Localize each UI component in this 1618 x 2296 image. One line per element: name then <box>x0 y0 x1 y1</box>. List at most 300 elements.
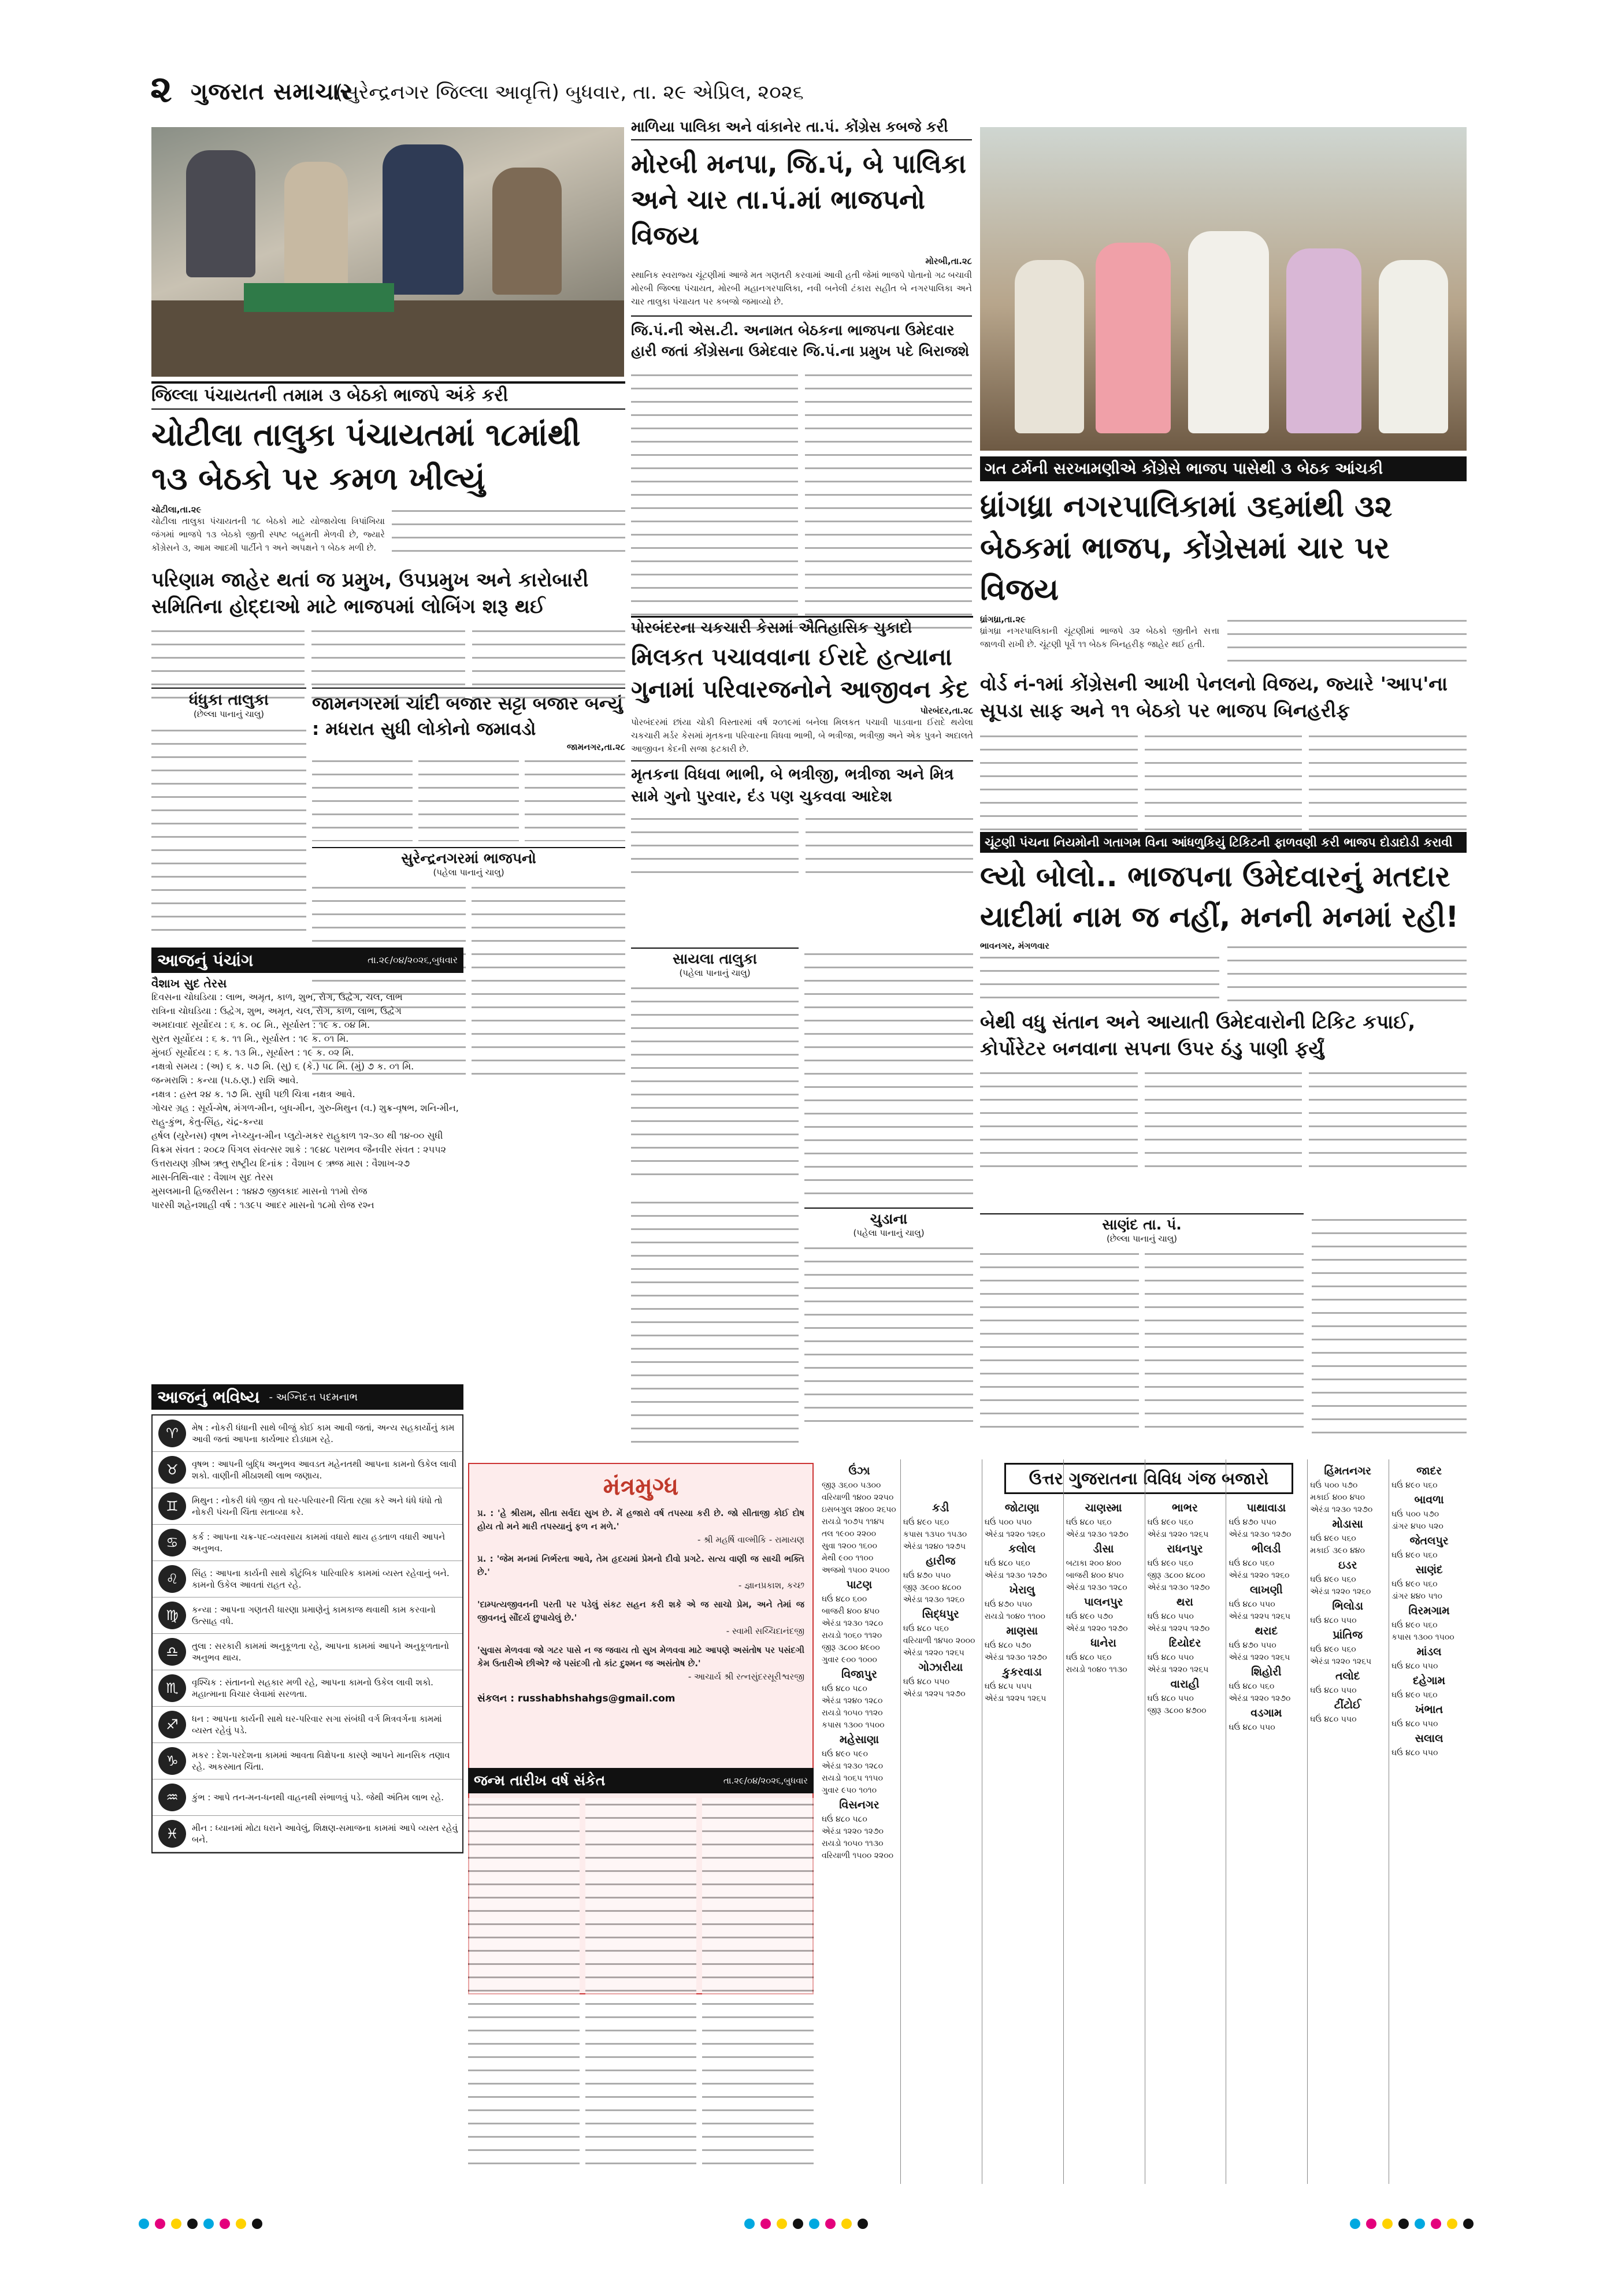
panchang-title: આજનું પંચાંગ <box>157 950 254 970</box>
market-price-row: ઘઉં ૪૯૦ ૫૬૦ <box>1391 1691 1438 1700</box>
market-price-row: ઘઉં ૪૮૦ ૫૭૦ <box>984 1641 1031 1650</box>
story-sayla <box>631 948 799 1190</box>
edition-date: (સુરેન્દ્રનગર જિલ્લા આવૃત્તિ) બુધવાર, તા. ૨૯ એપ્રિલ, ૨૦૨૬ <box>335 81 804 104</box>
market-name: પ્રાંતિજ <box>1333 1629 1363 1641</box>
registration-dot <box>187 2219 198 2229</box>
market-name: ધાનેરા <box>1090 1637 1116 1649</box>
market-price-row: એરંડા ૧૨૩૦ ૧૨૭૦ <box>1229 1530 1292 1539</box>
market-price-row: કપાસ ૧૩૦૦ ૧૫૦૦ <box>1391 1633 1454 1642</box>
market-price-row: એરંડા ૧૨૩૦ ૧૨૭૦ <box>984 1653 1047 1662</box>
market-price-row: એરંડા ૧૨૨૦ ૧૨૬૦ <box>984 1530 1045 1539</box>
zodiac-sign-icon: ♎ <box>158 1638 186 1666</box>
zodiac-row <box>153 1816 462 1852</box>
market-price-row: ઘઉં ૪૮૦ ૫૫૦ <box>1229 1723 1275 1732</box>
zodiac-row <box>153 1707 462 1743</box>
text-column <box>151 724 306 932</box>
birthday-date: તા.૨૯/૦૪/૨૦૨૬,બુધવાર <box>723 1775 808 1786</box>
market-price-row: ઘઉં ૪૯૦ ૫૬૦ <box>1391 1621 1438 1630</box>
market-price-row: ઘઉં ૪૮૦ ૫૫૦ <box>1147 1653 1194 1662</box>
story-headline: ધ્રાંગધ્રા નગરપાલિકામાં ૩૬માંથી ૩૨ બેઠકમાં ભાજપ, કોંગ્રેસમાં ચાર પર વિજય <box>980 489 1393 608</box>
market-column <box>1226 1459 1304 2184</box>
story-dateline: ચોટીલા,તા.૨૯ <box>151 504 202 515</box>
print-registration-dots <box>139 2219 1479 2236</box>
market-price-row: રાયડો ૧૦૫૦ ૧૧૩૦ <box>822 1839 884 1848</box>
market-price-row: ઘઉં ૪૭૦ ૫૫૦ <box>984 1600 1033 1609</box>
registration-dot <box>1350 2219 1360 2229</box>
market-name: ખંભાત <box>1415 1703 1443 1716</box>
panchang-line: માસ-તિથિ-વાર : વૈશાખ સુદ તેરસ <box>151 1172 273 1183</box>
zodiac-sign-icon: ♌ <box>158 1565 186 1593</box>
zodiac-text: તુલા : સરકારી કામમાં અનુકૂળતા રહે, આપના કામમાં આપને અનુકૂળતાનો અનુભવ થાય. <box>192 1641 449 1663</box>
market-name: સિદ્ધપુર <box>922 1608 959 1621</box>
story-kicker: જિલ્લા પંચાયતની તમામ ૩ બેઠકો ભાજપે અંકે કરી <box>151 381 625 410</box>
market-price-row: ઘઉં ૪૯૦ ૫૬૦ <box>1147 1518 1193 1527</box>
panchang-line: મુસલમાની હિજરીસન : ૧૪૪૭ જીલકાદ માસનો ૧૧મો રોજ <box>151 1186 368 1197</box>
market-price-row: વરિયાળી ૧૫૦૦ ૨૨૦૦ <box>822 1851 894 1860</box>
zodiac-text: મેષ : નોકરી ધંધાની સાથે બીજું કોઈ કામ આવી જતાં, અન્ય સહકાર્યોનું કામ આવી જતાં આપના કાર્યભાર દોડધામ રહે. <box>192 1422 455 1444</box>
registration-dot <box>252 2219 262 2229</box>
market-price-row: ઘઉં ૪૮૦ ૫૫૦ <box>1229 1600 1275 1609</box>
market-price-row: બટાકા ૨૦૦ ૪૦૦ <box>1066 1559 1122 1568</box>
story-subhead: બેથી વધુ સંતાન અને આયાતી ઉમેદવારોની ટિકિટ કપાઈ, કોર્પોરેટર બનવાના સપના ઉપર ઠંડુ પાણી ફર્યું <box>980 1010 1416 1060</box>
horoscope-box <box>151 1384 463 2182</box>
market-price-row: એરંડા ૧૨૩૦ ૧૨૮૦ <box>1066 1583 1127 1592</box>
registration-dot <box>1447 2219 1457 2229</box>
market-price-row: વરિયાળી ૧૪૫૦ ૨૦૦૦ <box>903 1636 975 1645</box>
panchang-lines <box>151 976 463 1381</box>
markets-title: ઉત્તર ગુજરાતના વિવિધ ગંજ બજારો <box>1004 1463 1293 1494</box>
registration-dot <box>203 2219 214 2229</box>
market-price-row: ઘઉં ૪૮૦ ૫૮૦ <box>822 1815 867 1824</box>
text-column <box>804 1242 973 1426</box>
market-price-row: ઘઉં ૪૮૦ ૫૬૦ <box>1229 1559 1275 1568</box>
registration-dot <box>1382 2219 1393 2229</box>
text-column <box>1145 730 1302 845</box>
mantra-quote: પ્ર. : 'જેમ મનમાં નિર્ભરતા આવે, તેમ હૃદયમાં પ્રેમનો દીવો પ્રગટે. સત્ય વાણી જ સાચી ભક્તિ છે.' <box>477 1554 804 1577</box>
market-price-row: એરંડા ૧૨૩૦ ૧૨૭૦ <box>984 1571 1047 1580</box>
zodiac-sign-icon: ♍ <box>158 1602 186 1629</box>
market-name: થરાદ <box>1255 1625 1278 1637</box>
market-name: કુકરવાડા <box>1002 1666 1042 1678</box>
text-column <box>1227 941 1467 1004</box>
market-column <box>1063 1459 1141 2184</box>
market-name: જોટાણા <box>1004 1502 1040 1514</box>
market-price-row: ઘઉં ૪૯૦ ૫૬૦ <box>1310 1534 1356 1543</box>
market-name: ટીંટોઈ <box>1334 1699 1361 1711</box>
birthday-box <box>468 1768 814 2184</box>
story-headline: ચુડાના <box>804 1208 973 1228</box>
zodiac-sign-icon: ♈ <box>158 1420 186 1447</box>
market-price-row: વરિયાળી ૧૪૦૦ ૨૨૫૦ <box>822 1493 894 1502</box>
registration-dot <box>155 2219 165 2229</box>
market-price-row: એરંડા ૧૨૩૦ ૧૨૬૦ <box>903 1595 965 1604</box>
market-price-row: એરંડા ૧૨૩૦ ૧૨૮૦ <box>822 1619 884 1628</box>
text-column <box>1227 614 1467 666</box>
market-price-row: એરંડા ૧૨૩૦ ૧૨૭૦ <box>1310 1505 1373 1514</box>
market-price-row: ઘઉં ૪૮૦ ૫૬૦ <box>984 1559 1030 1568</box>
market-price-row: ઘઉં ૪૮૦ ૫૬૦ <box>1229 1682 1275 1691</box>
market-price-row: ઘઉં ૫૦૦ ૫૭૦ <box>1391 1510 1439 1519</box>
market-price-row: ઘઉં ૪૮૦ ૬૦૦ <box>822 1595 867 1604</box>
text-column <box>631 1196 799 1450</box>
text-column <box>980 1247 1139 1432</box>
registration-dot <box>777 2219 787 2229</box>
panchang-line: જન્મરાશિ : કન્યા (પ.ઠ.ણ.) રાશિ આવે. <box>151 1075 299 1086</box>
zodiac-text: મિથુન : નોકરી ધંધે જીવ તો ઘર-પરિવારની ચિંતા રહ્યા કરે અને ધંધે ધંધો તો નોકરી પંચની ચિંતા સતાવ્યા કરે. <box>192 1495 443 1517</box>
story-dateline: મોરબી,તા.૨૮ <box>925 255 972 266</box>
market-price-row: રાયડો ૧૦૭૫ ૧૧૪૫ <box>822 1517 885 1526</box>
market-price-row: એરંડા ૧૨૨૦ ૧૨૬૫ <box>903 1648 964 1658</box>
market-price-row: જીરૂ ૩૮૦૦ ૪૯૦૦ <box>822 1643 880 1652</box>
registration-dot <box>793 2219 803 2229</box>
story-headline: મોરબી મનપા, જિ.પં, બે પાલિકા અને ચાર તા.પં.માં ભાજપનો વિજય <box>631 148 967 251</box>
market-price-row: ઘઉં ૫૦૦ ૫૭૦ <box>1310 1481 1358 1490</box>
text-column <box>980 1067 1138 1176</box>
market-price-row: ઘઉં ૪૯૦ ૫૯૦ <box>822 1749 868 1759</box>
market-name: મોડાસા <box>1332 1518 1363 1530</box>
story-sanand <box>980 1213 1304 1444</box>
counting-hall-photo <box>151 127 624 377</box>
zodiac-row <box>153 1561 462 1597</box>
mantra-attribution: - જ્ઞાનપ્રકાશ, કચ્છ <box>738 1580 804 1591</box>
text-column <box>980 951 1219 1003</box>
text-column <box>806 812 973 882</box>
market-name: ઇડર <box>1338 1559 1357 1571</box>
market-name: હારીજ <box>926 1555 956 1567</box>
market-price-row: રાયડો ૧૦૬૦ ૧૧૨૦ <box>822 1631 882 1640</box>
story-bhavnagar <box>980 832 1467 1208</box>
panchang-line: સુરત સૂર્યોદય : ૬ ક. ૧૧ મિ., સૂર્યાસ્ત : ૧૯ ક. ૦૧ મિ. <box>151 1033 349 1044</box>
story-lead: પોરબંદરમાં છાંયા ચોકી વિસ્તારમાં વર્ષ ૨૦૧૯માં બનેલા મિલકત પચાવી પાડવાના ઈરાદે થયેલા ચકચારી મર્ડર કેસમાં મૃતકના પરિવારના વિધવા ભાભી, બે ભત્રીજા, ભત્રીજી અને એક પુત્રને અદાલતે આજીવન કેદની સજા ફટકારી છે. <box>631 716 973 754</box>
market-price-row: ઘઉં ૪૮૦ ૫૫૦ <box>1310 1715 1357 1724</box>
story-headline: સાયલા તાલુકા <box>631 948 799 968</box>
market-price-row: એરંડા ૧૨૨૦ ૧૨૬૫ <box>1229 1653 1290 1662</box>
market-name: વિરમગામ <box>1408 1604 1450 1617</box>
panchang-line: નક્ષત્રો સમય : (અ) ૬ ક. ૫૭ મિ. (સુ) ૬ (કે.) ૫૮ મિ. (મું) ૭ ક. ૦૧ મિ. <box>151 1061 414 1072</box>
zodiac-sign-icon: ♉ <box>158 1456 186 1484</box>
registration-dot <box>139 2219 149 2229</box>
zodiac-row <box>153 1779 462 1816</box>
mantra-title: મંત્રમુગ્ધ <box>603 1472 679 1500</box>
story-subhead: પરિણામ જાહેર થતાં જ પ્રમુખ, ઉપપ્રમુખ અને કારોબારી સમિતિના હોદ્દાઓ માટે ભાજપમાં લોબિંગ શરૂ થઈ <box>151 568 589 618</box>
market-price-row: રાયડો ૧૦૪૦ ૧૧૩૦ <box>1066 1665 1127 1674</box>
masthead <box>150 68 1474 110</box>
market-column <box>1389 1459 1467 2184</box>
story-headline: સાણંદ તા. પં. <box>980 1213 1304 1234</box>
text-column <box>312 755 413 841</box>
market-price-row: એરંડા ૧૨૩૦ ૧૨૮૦ <box>822 1762 884 1771</box>
market-price-row: એરંડા ૧૨૨૦ ૧૨૬૫ <box>1310 1657 1372 1666</box>
victory-celebration-photo <box>980 127 1467 451</box>
mantra-attribution: - આચાર્ય શ્રી રત્નસુંદરસૂરીશ્વરજી <box>688 1671 804 1682</box>
market-price-row: જીરૂ ૩૯૦૦ ૪૮૦૦ <box>903 1583 962 1592</box>
market-price-row: એરંડા ૧૨૩૦ ૧૨૭૦ <box>1066 1530 1129 1539</box>
panchang-line: ગોચર ગ્રહ : સૂર્ય-મેષ, મંગળ-મીન, બુધ-મીન, ગુરુ-મિથુન (વ.) શુક્ર-વૃષભ, શનિ-મીન, રાહુ-કુંભ, કેતુ-સિંહ, ચંદ્ર-કન્યા <box>151 1102 459 1127</box>
zodiac-sign-icon: ♒ <box>158 1784 186 1811</box>
zodiac-text: ધન : આપના કાર્યની સાથે ઘર-પરિવાર સગા સંબંધી વર્ગ મિત્રવર્ગના કામમાં વ્યસ્ત રહેવું પડે. <box>192 1714 442 1736</box>
market-price-row: ઘઉં ૪૮૦ ૫૬૦ <box>903 1624 949 1633</box>
market-price-row: મકાઈ ૪૦૦ ૪૫૦ <box>1310 1493 1365 1502</box>
market-price-row: ઘઉં ૪૯૦ ૫૭૦ <box>1066 1612 1114 1621</box>
text-column <box>525 755 625 841</box>
market-name: તલોદ <box>1335 1670 1360 1682</box>
market-price-row: એરંડા ૧૨૨૦ ૧૨૬૫ <box>1147 1665 1209 1674</box>
story-silver-market <box>312 688 625 844</box>
market-price-row: ઘઉં ૪૯૦ ૫૬૦ <box>1310 1645 1356 1654</box>
zodiac-text: કુંભ : આપે તન-મન-ધનથી વાહનથી સંભાળવું પડે. જેથી અંતિમ લાભ રહે. <box>192 1792 444 1803</box>
text-column <box>1145 1067 1302 1176</box>
horoscope-title: આજનું ભવિષ્ય <box>157 1387 260 1407</box>
registration-dot <box>1431 2219 1441 2229</box>
zodiac-row <box>153 1416 462 1452</box>
market-price-row: એરંડા ૧૨૨૫ ૧૨૭૦ <box>1147 1624 1210 1633</box>
panchang-line: રાત્રિના ચોઘડિયા : ઉદ્વેગ, શુભ, અમૃત, ચલ, રોગ, કાળ, લાભ, ઉદ્વેગ <box>151 1005 402 1016</box>
market-name: કલોલ <box>1008 1543 1036 1555</box>
text-column <box>1145 1247 1304 1432</box>
mantra-attribution: - શ્રી મહર્ષિ વાલ્મીકિ - રામાયણ <box>697 1535 804 1545</box>
market-name: પાથાવાડા <box>1246 1502 1286 1514</box>
market-price-row: ઘઉં ૪૯૦ ૫૬૦ <box>1391 1580 1438 1589</box>
market-price-row: જીરૂ ૩૮૦૦ ૪૮૦૦ <box>1147 1571 1205 1580</box>
story-morbi <box>631 119 972 604</box>
market-price-row: એરંડા ૧૨૨૦ ૧૨૬૦ <box>1229 1571 1290 1580</box>
market-price-row: ઘઉં ૪૮૦ ૫૬૦ <box>1066 1518 1112 1527</box>
story-subhead: મૃતકના વિધવા ભાભી, બે ભત્રીજી, ભત્રીજા અને મિત્ર સામે ગુનો પુરવાર, દંડ પણ ચુકવવા આદેશ <box>631 760 973 808</box>
text-column <box>585 1798 697 2168</box>
text-column <box>631 369 798 629</box>
market-name: શિહોરી <box>1251 1666 1282 1678</box>
market-price-row: ડાંગર ૪૪૦ ૫૧૦ <box>1391 1592 1442 1601</box>
story-headline: સુરેન્દ્રનગરમાં ભાજપનો <box>312 847 625 867</box>
zodiac-sign-icon: ♑ <box>158 1747 186 1775</box>
market-price-row: એરંડા ૧૨૨૦ ૧૨૭૦ <box>1066 1624 1128 1633</box>
story-subhead: જિ.પં.ની એસ.ટી. અનામત બેઠકના ભાજપના ઉમેદવાર હારી જતાં કોંગ્રેસના ઉમેદવાર જિ.પં.ના પ્રમુખ પદે બિરાજશે <box>631 315 972 362</box>
market-price-row: એરંડા ૧૨૨૫ ૧૨૬૫ <box>1229 1612 1291 1621</box>
market-price-row: કપાસ ૧૩૦૦ ૧૫૦૦ <box>822 1721 885 1730</box>
zodiac-sign-icon: ♓ <box>158 1820 186 1848</box>
text-column <box>805 369 972 629</box>
registration-dot <box>1415 2219 1425 2229</box>
story-kicker: ગત ટર્મની સરખામણીએ કોંગ્રેસે ભાજપ પાસેથી ૩ બેઠક આંચકી <box>980 456 1467 481</box>
text-column <box>392 504 625 562</box>
market-price-row: ઘઉં ૪૯૦ ૫૬૦ <box>1310 1575 1356 1584</box>
market-price-row: રાયડો ૧૦૫૦ ૧૧૨૦ <box>822 1708 883 1718</box>
market-name: ભિલોડા <box>1332 1600 1364 1613</box>
market-name: ઉંઝા <box>848 1465 870 1477</box>
market-price-row: ઘઉં ૪૮૦ ૫૫૦ <box>1391 1719 1438 1729</box>
market-columns <box>819 1459 1467 2184</box>
panchang-line: અમદાવાદ સૂર્યોદય : ૬ ક. ૦૮ મિ., સૂર્યાસ્ત : ૧૯ ક. ૦૪ મિ. <box>151 1019 370 1030</box>
text-column <box>702 1798 814 2168</box>
story-kicker: પોરબંદરના ચકચારી કેસમાં ઐતિહાસિક ચુકાદો <box>631 616 973 637</box>
story-headline: લ્યો બોલો.. ભાજપના ઉમેદવારનું મતદાર યાદીમાં નામ જ નહીં, મનની મનમાં રહી! <box>980 860 1459 934</box>
market-name: ડીસા <box>1093 1543 1114 1555</box>
text-column <box>631 982 799 1178</box>
market-name: દહેગામ <box>1413 1674 1446 1687</box>
text-column <box>418 755 519 841</box>
market-name: માણસા <box>1006 1625 1038 1637</box>
mantra-quote: 'દામ્પત્યજીવનની પરતી પર પડેલું સંકટ સહન કરી શકે એ જ સાચો પ્રેમ, અને તેમાં જ જીવનનું સૌંદર્ય છુપાયેલું છે.' <box>477 1599 804 1623</box>
market-price-row: ઘઉં ૪૭૦ ૫૫૦ <box>1229 1641 1276 1650</box>
markets-box <box>819 1459 1467 2184</box>
market-name: ભીલડી <box>1251 1543 1281 1555</box>
page-number: ૨ <box>150 68 172 111</box>
market-price-row: એરંડા ૧૨૨૫ ૧૨૬૫ <box>984 1694 1046 1703</box>
market-name: વડગામ <box>1250 1707 1282 1719</box>
zodiac-text: કન્યા : આપના ગણતરી ધારણા પ્રમાણેનું કામકાજ થવાથી કામ કરવાનો ઉત્સાહ વધે. <box>192 1604 436 1626</box>
zodiac-text: વૃષભ : આપની બુદ્ધિ અનુભવ આવડત મહેનતથી આપના કામનો ઉકેલ લાવી શકો. વાણીની મીઠાશથી લાભ જણાય. <box>192 1459 457 1481</box>
registration-dot <box>858 2219 868 2229</box>
market-name: કડી <box>932 1502 949 1514</box>
story-lead: સ્થાનિક સ્વરાજ્ય ચૂંટણીમાં આજે મત ગણતરી કરવામાં આવી હતી જેમાં ભાજપે પોતાનો ગઢ બચાવી મોરબી જિલ્લા પંચાયત, મોરબી મહાનગરપાલિકા, નવી બનેલી ટંકારા સહીત બે નગરપાલિકા અને ચાર તાલુકા પંચાયત પર કબજો જમાવ્યો છે. <box>631 269 972 307</box>
zodiac-text: મકર : દેશ-પરદેશના કામમાં આવતા વિક્ષેપના કારણે આપને માનસિક તણાવ રહે. અકસ્માત ચિંતા. <box>192 1750 450 1772</box>
mantra-quote: પ્ર. : 'હે શ્રીરામ, સીતા સર્વદા સુખ છે. મેં હજારો વર્ષ તપસ્યા કરી છે. જો સીતાજી કોઈ દોષ હોય તો મને મારી તપસ્યાનું ફળ ન મળે.' <box>477 1508 804 1532</box>
zodiac-sign-icon: ♐ <box>158 1711 186 1738</box>
story-kicker: ચૂંટણી પંચના નિયમોની ગતાગમ વિના આંધળુકિયું ટિકિટની ફાળવણી કરી ભાજપ દોડાદોડી કરાવી <box>980 832 1467 853</box>
story-dhandhuka <box>151 688 306 942</box>
story-subline: (પહેલા પાનાનું ચાલુ) <box>433 867 504 878</box>
market-price-row: મકાઈ ૩૯૦ ૪૪૦ <box>1310 1546 1365 1555</box>
story-lead: ધ્રાંગધ્રા નગરપાલિકાની ચૂંટણીમાં ભાજપે ૩૨ બેઠકો જીતીને સત્તા જાળવી રાખી છે. ચૂંટણી પૂર્વે ૧૧ બેઠક બિનહરીફ જાહેર થઈ હતી. <box>980 626 1219 650</box>
market-price-row: ઇસબગુલ ૨૪૦૦ ૨૬૫૦ <box>822 1505 896 1514</box>
mantra-attribution: - સ્વામી સચ્ચિદાનંદજી <box>726 1626 804 1636</box>
market-column <box>900 1459 978 2184</box>
market-column <box>1145 1459 1223 2184</box>
story-subline: (છેલ્લા પાનાનું ચાલુ) <box>193 709 265 720</box>
zodiac-row <box>153 1488 462 1525</box>
story-subline: (પહેલા પાનાનું ચાલુ) <box>679 967 751 978</box>
market-name: મહેસાણા <box>839 1733 879 1746</box>
market-price-row: એરંડા ૧૨૪૦ ૧૨૭૫ <box>903 1542 966 1551</box>
market-price-row: ઘઉં ૪૮૦ ૫૫૦ <box>1391 1662 1438 1671</box>
market-price-row: ઘઉં ૪૯૦ ૫૬૦ <box>903 1518 949 1527</box>
story-headline: ચોટીલા તાલુકા પંચાયતમાં ૧૮માંથી ૧૩ બેઠકો પર કમળ ખીલ્યું <box>151 416 581 497</box>
registration-dot <box>841 2219 852 2229</box>
market-price-row: સુવા ૧૨૦૦ ૧૬૦૦ <box>822 1541 877 1551</box>
mantra-quote: 'સુવાસ મેળવવા જો ગટર પાસે ન જ જવાય તો સુખ મેળવવા માટે આપણે અસંતોષ પર પસંદગી કેમ ઉતારીએ છીએ? જે પસંદગી તો કાંટ દુશ્મન જ અસંતોષ છે.' <box>477 1645 804 1669</box>
market-price-row: મેથી ૯૦૦ ૧૧૦૦ <box>822 1554 874 1563</box>
market-price-row: ગુવાર ૯૦૦ ૧૦૦૦ <box>822 1655 877 1665</box>
registration-dot <box>744 2219 755 2229</box>
market-price-row: તલ ૧૯૦૦ ૨૨૦૦ <box>822 1529 877 1539</box>
story-dateline: પોરબંદર,તા.૨૮ <box>920 705 973 716</box>
market-name: જેતલપુર <box>1409 1535 1449 1547</box>
story-chuda <box>804 1208 973 1450</box>
story-subline: (છેલ્લા પાનાનું ચાલુ) <box>1106 1233 1178 1244</box>
market-price-row: એરંડા ૧૨૪૦ ૧૨૮૦ <box>822 1696 883 1706</box>
market-price-row: ડાંગર ૪૫૦ ૫૨૦ <box>1391 1522 1443 1531</box>
market-price-row: ઘઉં ૪૮૦ ૫૬૦ <box>1066 1653 1112 1662</box>
market-price-row: ઘઉં ૫૦૦ ૫૫૦ <box>984 1518 1032 1527</box>
market-price-row: ઘઉં ૪૮૦ ૫૫૦ <box>1147 1612 1194 1621</box>
market-price-row: રાયડો ૧૦૬૫ ૧૧૫૦ <box>822 1774 883 1783</box>
market-name: લાખણી <box>1249 1584 1283 1596</box>
birthday-title: જન્મ તારીખ વર્ષ સંકેત <box>474 1772 606 1789</box>
story-dateline: જામનગર,તા.૨૮ <box>566 742 625 752</box>
zodiac-row <box>153 1743 462 1779</box>
market-name: હિંમતનગર <box>1324 1465 1372 1477</box>
market-name: પાલનપુર <box>1083 1596 1123 1608</box>
story-dhrangadhra <box>980 456 1467 826</box>
panchang-date: તા.૨૯/૦૪/૨૦૨૬,બુધવાર <box>368 954 458 965</box>
market-name: જાદર <box>1416 1465 1442 1477</box>
zodiac-text: મીન : ધ્યાનમાં મોટા ધરાને આવેલું, શિક્ષણ-સમાજના કામમાં આપે વ્યસ્ત રહેવું બને. <box>192 1823 458 1845</box>
panchang-line: દિવસના ચોઘડિયા : લાભ, અમૃત, કાળ, શુભ, રોગ, ઉદ્વેગ, ચલ, લાભ <box>151 991 403 1002</box>
zodiac-row <box>153 1634 462 1670</box>
market-price-row: ઘઉં ૪૮૦ ૫૮૦ <box>822 1684 867 1693</box>
registration-dot <box>236 2219 246 2229</box>
market-column <box>1307 1459 1385 2184</box>
market-column <box>819 1459 897 2184</box>
story-headline: મિલકત પચાવવાના ઈરાદે હત્યાના ગુનામાં પરિવારજનોને આજીવન કેદ <box>631 642 970 703</box>
market-price-row: ઘઉં ૪૮૫ ૫૫૫ <box>984 1682 1032 1691</box>
market-price-row: કપાસ ૧૩૫૦ ૧૫૩૦ <box>903 1530 967 1539</box>
story-dateline: ભાવનગર, મંગળવાર <box>980 941 1049 952</box>
story-headline: જામનગરમાં ચાંદી બજાર સટ્ટા બજાર બન્યું : મધરાત સુધી લોકોનો જમાવડો <box>312 688 625 742</box>
market-price-row: એરંડા ૧૨૨૦ ૧૨૬૦ <box>1310 1587 1371 1596</box>
zodiac-row <box>153 1525 462 1561</box>
zodiac-text: કર્ક : આપના ચક્ર-પદ-વ્યવસાય કામમાં વધારો થાય હડતાળ વધારી આપને અનુભવ. <box>192 1532 446 1554</box>
text-column <box>1312 1213 1467 1444</box>
market-price-row: બાજરી ૪૦૦ ૪૫૦ <box>822 1607 879 1616</box>
panchang-line: ઉત્તરાયણ ગ્રીષ્મ ઋતુ રાષ્ટ્રીય દિનાંક : વૈશાખ ૯ ઋજ માસ : વૈશાખ-૨૭ <box>151 1158 410 1169</box>
market-price-row: એરંડા ૧૨૨૦ ૧૨૬૫ <box>1147 1530 1209 1539</box>
market-name: વારાહી <box>1170 1678 1200 1691</box>
market-price-row: એરંડા ૧૨૨૫ ૧૨૭૦ <box>903 1689 966 1699</box>
market-price-row: ઘઉં ૪૯૦ ૫૬૦ <box>1147 1559 1193 1568</box>
paper-name: ગુજરાત સમાચાર <box>191 79 352 105</box>
zodiac-text: સિંહ : આપના કાર્યની સાથે કૌટુંબિક પારિવારિક કામમાં વ્યસ્ત રહેવાનું બને. કામનો ઉકેલ આવતાં રાહત રહે. <box>192 1568 450 1590</box>
market-price-row: ઘઉં ૪૮૦ ૫૫૦ <box>903 1677 950 1686</box>
story-headline: ધંધુકા તાલુકા <box>151 688 306 709</box>
market-name: વિસનગર <box>839 1799 879 1811</box>
market-name: ભાભર <box>1171 1502 1198 1514</box>
mantra-email: સંકલન : russhabhshahgs@gmail.com <box>477 1693 676 1704</box>
market-price-row: ઘઉં ૪૮૦ ૫૫૦ <box>1310 1616 1357 1625</box>
market-name: દિયોદર <box>1168 1637 1201 1649</box>
market-price-row: એરંડા ૧૨૨૦ ૧૨૭૦ <box>822 1827 884 1836</box>
text-column <box>980 730 1138 845</box>
market-price-row: બાજરી ૪૦૦ ૪૫૦ <box>1066 1571 1124 1580</box>
text-column <box>631 812 799 882</box>
market-name: સલાલ <box>1415 1732 1443 1745</box>
registration-dot <box>1398 2219 1409 2229</box>
zodiac-row <box>153 1452 462 1488</box>
zodiac-text: વૃશ્ચિક : સંતાનનો સહકાર મળી રહે, આપના કામનો ઉકેલ લાવી શકો. મહાત્માના વિચાર લેવામાં સરળતા. <box>192 1677 433 1699</box>
market-name: પાટણ <box>846 1578 873 1591</box>
story-dateline: ધ્રાંગધ્રા,તા.૨૯ <box>980 614 1026 625</box>
panchang-line: વૈશાખ સુદ તેરસ <box>151 976 227 990</box>
text-column <box>1309 1067 1467 1176</box>
market-price-row: ઘઉં ૪૮૦ ૫૫૦ <box>1391 1748 1438 1758</box>
story-chotila <box>151 381 625 682</box>
story-porbandar <box>631 616 973 939</box>
registration-dot <box>1463 2219 1474 2229</box>
text-column <box>468 1798 580 2168</box>
market-price-row: અજમો ૧૫૦૦ ૨૫૦૦ <box>822 1566 890 1575</box>
registration-dot <box>760 2219 771 2229</box>
market-name: વિજાપુર <box>841 1668 877 1681</box>
zodiac-list <box>151 1414 463 1853</box>
market-price-row: ઘઉં ૪૭૦ ૫૫૦ <box>1229 1518 1276 1527</box>
panchang-line: પારસી શહેનશાહી વર્ષ : ૧૩૯૫ આદર માસનો ૧૮મો રોજ રશ્ન <box>151 1199 374 1210</box>
market-price-row: ઘઉં ૪૯૦ ૫૬૦ <box>1391 1481 1438 1490</box>
zodiac-sign-icon: ♏ <box>158 1674 186 1702</box>
horoscope-author: - અગ્નિદત્ત પદમનાભ <box>269 1391 358 1403</box>
registration-dot <box>220 2219 230 2229</box>
market-price-row: ગુવાર ૯૫૦ ૧૦૧૦ <box>822 1786 877 1795</box>
market-price-row: રાયડો ૧૦૪૦ ૧૧૦૦ <box>984 1612 1045 1621</box>
